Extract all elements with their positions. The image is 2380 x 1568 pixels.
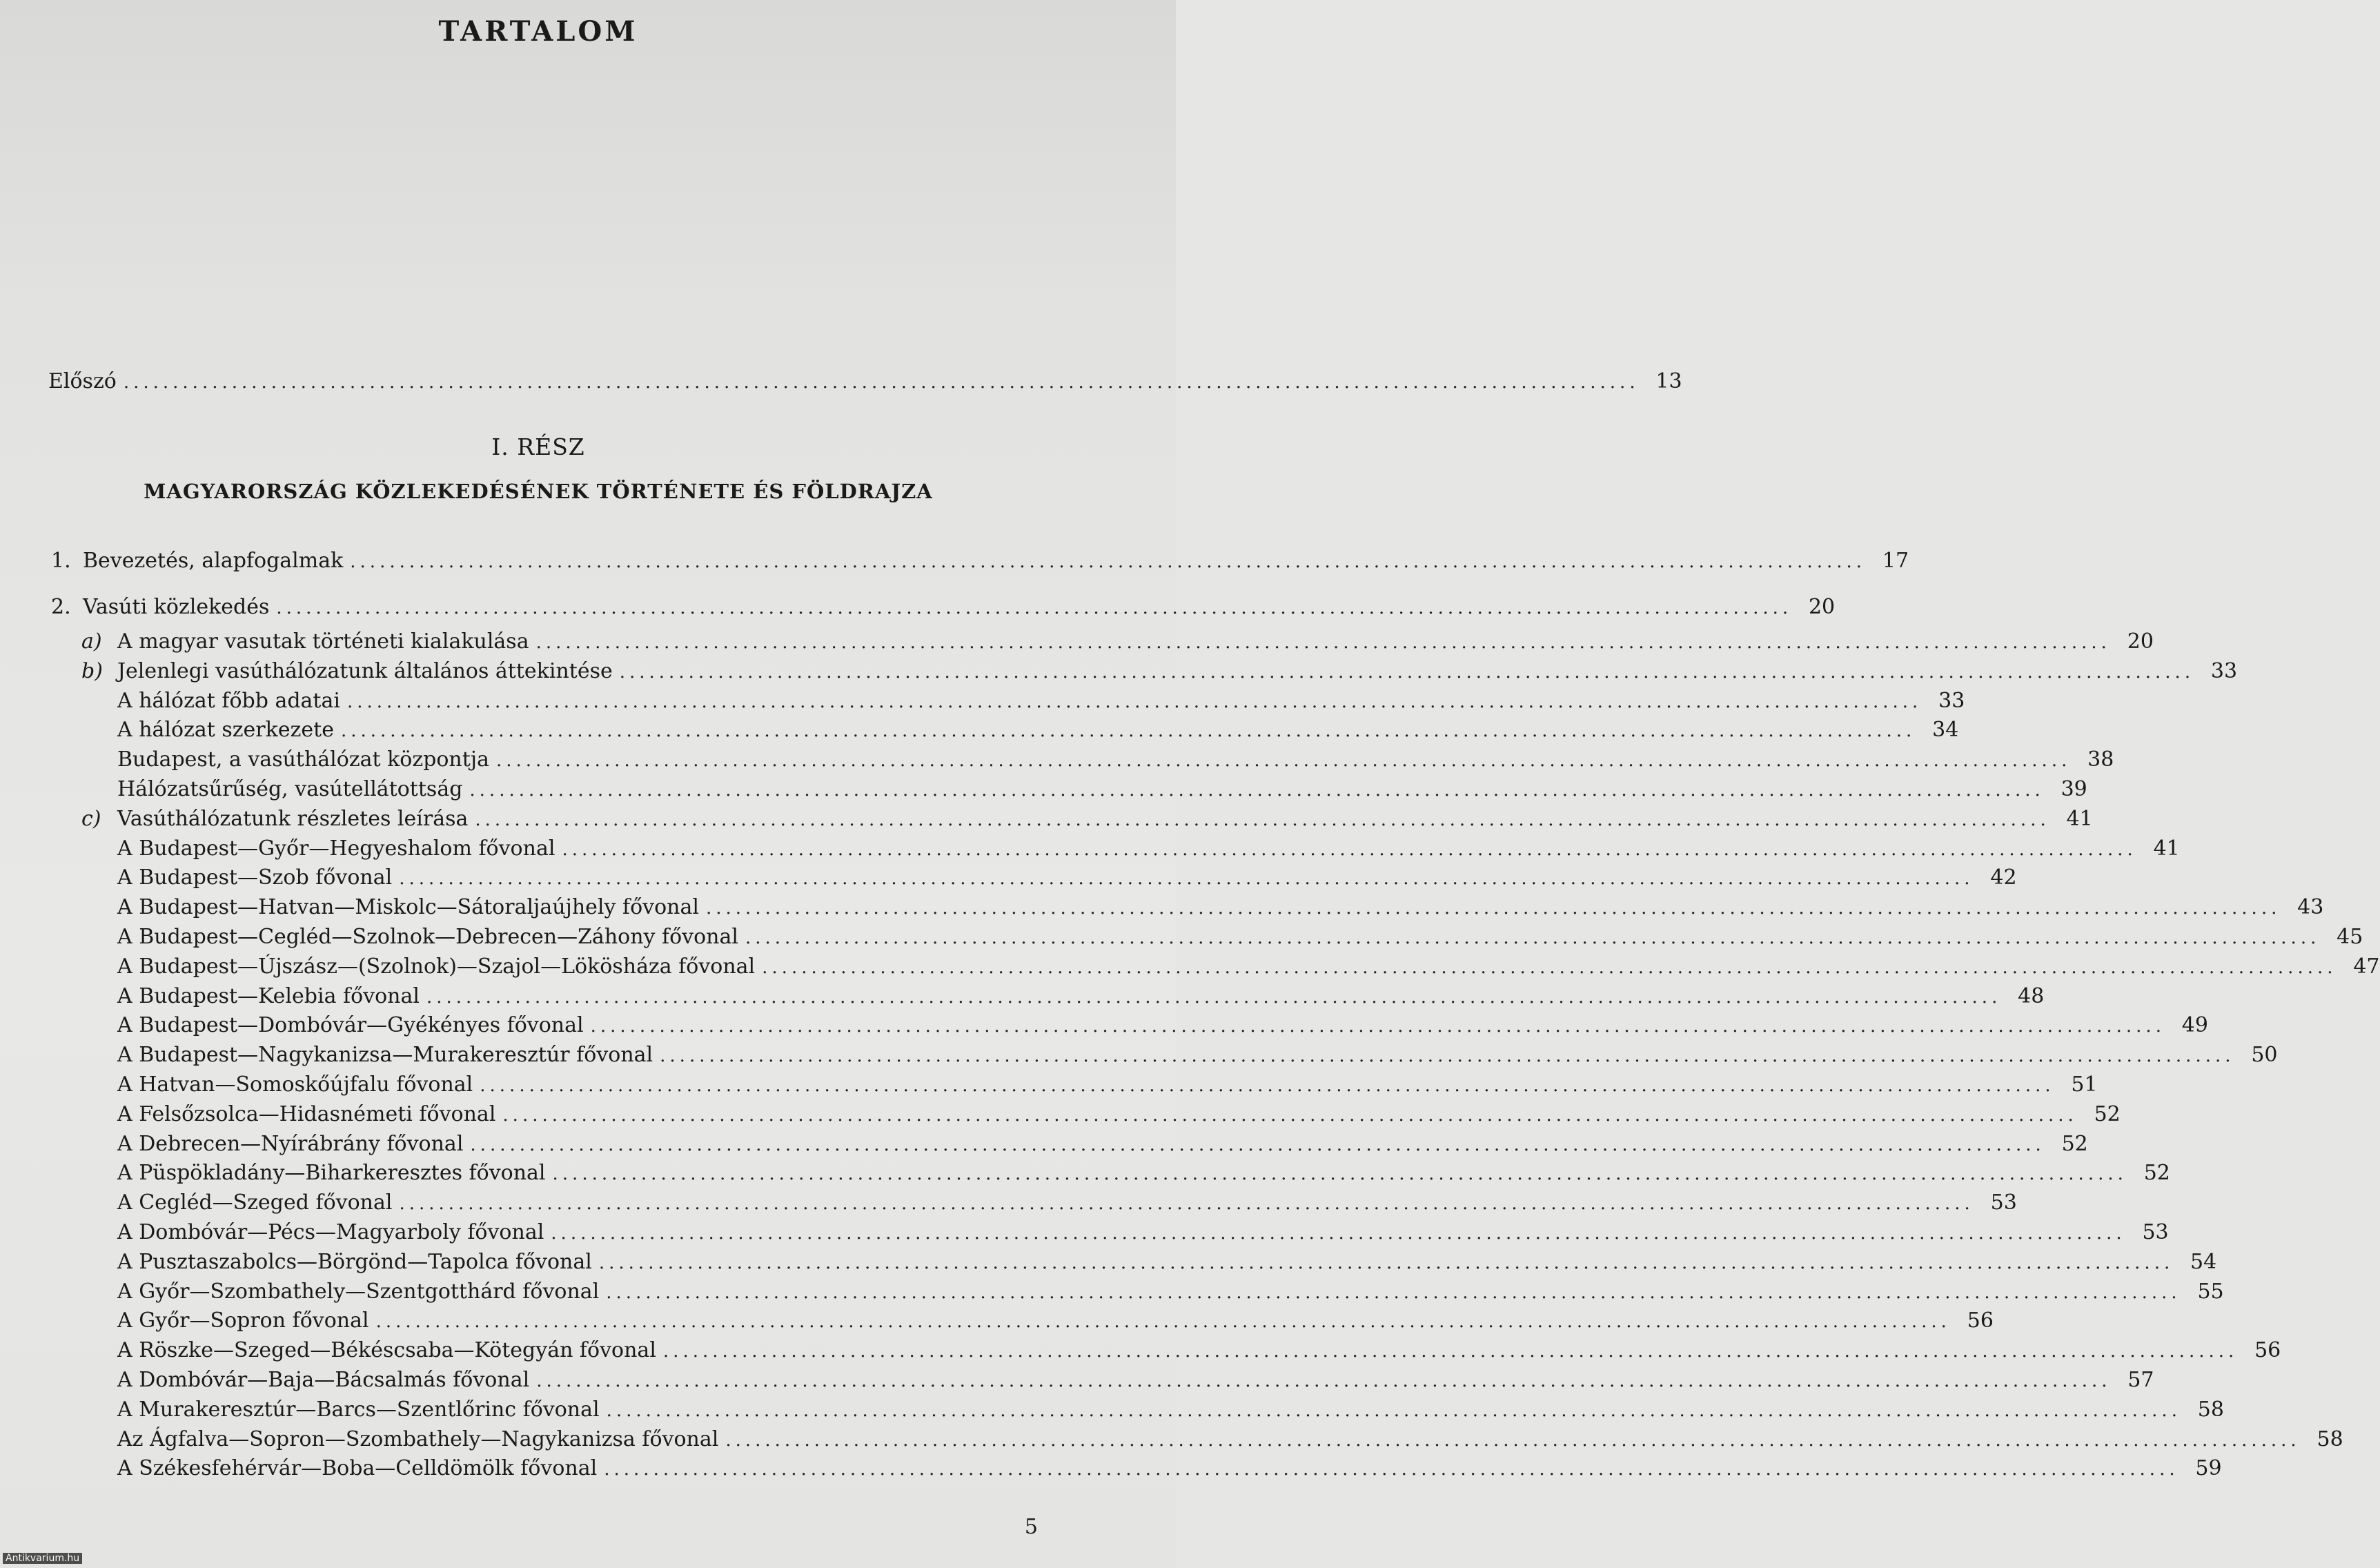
leader-dots: ................................................................................................................................................................ xyxy=(660,1046,2235,1067)
toc-entry-label: A Debrecen—Nyírábrány fővonal xyxy=(117,1131,464,1156)
toc-entry xyxy=(81,1190,2017,1215)
leader-dots: ................................................................................................................................................................ xyxy=(552,1164,2127,1185)
leader-dots: .......................................................................................................................................................... xyxy=(123,372,1640,393)
toc-entry xyxy=(81,1427,2343,1451)
toc-entry xyxy=(81,747,2114,772)
leader-dots: ................................................................................................................................................................ xyxy=(606,1282,2181,1303)
toc-entry-letter: c) xyxy=(81,806,101,831)
toc-entry xyxy=(81,1101,2121,1126)
toc-page-number: 49 xyxy=(2181,1013,2208,1038)
toc-entry xyxy=(81,806,2093,831)
toc-entry-label: A Dombóvár—Pécs—Magyarboly fővonal xyxy=(117,1220,544,1244)
toc-entry xyxy=(81,1397,2224,1422)
toc-page-number: 42 xyxy=(1990,865,2017,890)
toc-entry xyxy=(81,1456,2222,1481)
toc-entry-label: Előszó xyxy=(48,369,117,393)
chapter-number: 2. xyxy=(51,595,71,619)
toc-entry-label: A Székesfehérvár—Boba—Celldömölk fővonal xyxy=(117,1456,598,1481)
leader-dots: ................................................................................................................................................................ xyxy=(598,1252,2174,1273)
toc-entry xyxy=(81,718,1959,743)
leader-dots: ................................................................................................................................................................ xyxy=(590,1016,2165,1037)
toc-entry-label: A Cegléd—Szeged fővonal xyxy=(117,1190,393,1215)
toc-page-number: 34 xyxy=(1932,718,1959,743)
toc-entry xyxy=(81,1072,2098,1097)
toc-entry xyxy=(81,777,2087,801)
toc-entry-label: A Püspökladány—Biharkeresztes fővonal xyxy=(117,1161,546,1186)
toc-entry-label: Az Ágfalva—Sopron—Szombathely—Nagykanizsa fővonal xyxy=(117,1427,719,1451)
toc-entry-label: A Budapest—Győr—Hegyeshalom fővonal xyxy=(117,836,555,861)
toc-page-number: 52 xyxy=(2061,1131,2088,1156)
leader-dots: ................................................................................................................................................................ xyxy=(346,691,1922,712)
part-title: I. RÉSZ xyxy=(491,433,585,460)
leader-dots: ................................................................................................................................................................ xyxy=(496,750,2072,772)
toc-page-number: 41 xyxy=(2066,806,2093,831)
leader-dots: ................................................................................................................................................................ xyxy=(562,839,2137,860)
toc-entry-label: A Budapest—Újszász—(Szolnok)—Szajol—Lökösháza fővonal xyxy=(117,954,756,979)
toc-page-number: 52 xyxy=(2143,1161,2170,1186)
toc-entry-label: A Budapest—Cegléd—Szolnok—Debrecen—Záhony fővonal xyxy=(117,925,738,949)
toc-entry-label: A magyar vasutak történeti kialakulása xyxy=(117,629,529,654)
part-subtitle: MAGYARORSZÁG KÖZLEKEDÉSÉNEK TÖRTÉNETE ÉS FÖLDRAJZA xyxy=(144,480,933,503)
toc-entry xyxy=(81,836,2180,861)
toc-entry xyxy=(81,658,2238,683)
leader-dots: ................................................................................................................................................................ xyxy=(662,1341,2239,1362)
toc-entry xyxy=(81,688,1965,713)
watermark: Antikvarium.hu xyxy=(3,1553,82,1564)
toc-entry xyxy=(81,865,2017,890)
toc-page-number: 56 xyxy=(2254,1338,2281,1363)
toc-entry xyxy=(81,925,2363,949)
toc-entry-label: A hálózat szerkezete xyxy=(117,718,334,743)
toc-entry xyxy=(81,1249,2217,1274)
chapter-number: 1. xyxy=(51,549,71,573)
page-title: TARTALOM xyxy=(438,15,638,48)
toc-page-number: 58 xyxy=(2317,1427,2343,1451)
toc-page-number: 43 xyxy=(2297,895,2324,920)
leader-dots: .......................................................................................................................................................... xyxy=(350,551,1867,572)
toc-page-number: 41 xyxy=(2153,836,2180,861)
toc-page-number: 48 xyxy=(2018,983,2045,1008)
toc-entry-label: Hálózatsűrűség, vasútellátottság xyxy=(117,777,463,801)
toc-page-number: 53 xyxy=(1990,1190,2017,1215)
toc-page-number: 20 xyxy=(1808,595,1836,619)
toc-page-number: 39 xyxy=(2061,777,2087,801)
toc-entry-label: A Budapest—Kelebia fővonal xyxy=(117,983,420,1008)
leader-dots: ................................................................................................................................................................ xyxy=(399,868,1974,890)
toc-entry-label: A Budapest—Hatvan—Miskolc—Sátoraljaújhely fővonal xyxy=(117,895,699,920)
leader-dots: ................................................................................................................................................................ xyxy=(426,986,2002,1008)
toc-entry xyxy=(81,1131,2088,1156)
toc-chapter xyxy=(51,595,1836,619)
toc-entry-letter: a) xyxy=(81,629,102,654)
toc-chapter xyxy=(51,549,1909,573)
toc-page-number: 17 xyxy=(1882,549,1909,573)
leader-dots: ................................................................................................................................................................ xyxy=(745,928,2321,948)
leader-dots: ................................................................................................................................................................ xyxy=(475,809,2050,830)
toc-entry xyxy=(81,1013,2208,1038)
toc-entry-label: A Murakeresztúr—Barcs—Szentlőrinc fővonal xyxy=(117,1397,600,1422)
toc-entry-label: A Győr—Szombathely—Szentgotthárd fővonal xyxy=(117,1279,600,1304)
leader-dots: ................................................................................................................................................................ xyxy=(469,780,2045,801)
leader-dots: ................................................................................................................................................................ xyxy=(706,898,2281,919)
toc-page-number: 50 xyxy=(2251,1043,2278,1068)
toc-page-number: 54 xyxy=(2190,1249,2217,1274)
toc-page-number: 33 xyxy=(2210,658,2238,683)
toc-entry-label: A Budapest—Szob fővonal xyxy=(117,865,393,890)
toc-entry-label: Vasúti közlekedés xyxy=(83,595,270,619)
leader-dots: ................................................................................................................................................................ xyxy=(470,1134,2045,1155)
toc-entry-label: A Felsőzsolca—Hidasnémeti fővonal xyxy=(117,1101,496,1126)
toc-entry xyxy=(81,629,2154,654)
leader-dots: ................................................................................................................................................................ xyxy=(604,1459,2179,1480)
toc-page-number: 13 xyxy=(1655,369,1682,393)
leader-dots: ................................................................................................................................................................ xyxy=(502,1104,2078,1126)
toc-page-number: 58 xyxy=(2197,1397,2224,1422)
toc-entry-label: A Röszke—Szeged—Békéscsaba—Kötegyán fővonal xyxy=(117,1338,656,1363)
leader-dots: ................................................................................................................................................................ xyxy=(375,1311,1951,1333)
toc-page-number: 56 xyxy=(1967,1309,1994,1333)
leader-dots: ................................................................................................................................................................ xyxy=(535,632,2111,653)
toc-entry-label: Jelenlegi vasúthálózatunk általános áttekintése xyxy=(117,658,613,683)
toc-entry-letter: b) xyxy=(81,658,103,683)
leader-dots: ................................................................................................................................................................ xyxy=(762,957,2337,978)
leader-dots: ................................................................................................................................................................ xyxy=(725,1429,2301,1451)
toc-page-number: 51 xyxy=(2071,1072,2098,1097)
toc-entry xyxy=(81,1161,2170,1186)
toc-page-number: 38 xyxy=(2087,747,2114,772)
page-number: 5 xyxy=(1024,1515,1038,1539)
toc-entry-label: A Győr—Sopron fővonal xyxy=(117,1309,369,1333)
leader-dots: ................................................................................................................................................................ xyxy=(606,1400,2181,1421)
toc-entry-label: Bevezetés, alapfogalmak xyxy=(83,549,344,573)
toc-entry-foreword xyxy=(48,369,1682,393)
toc-entry-label: Budapest, a vasúthálózat központja xyxy=(117,747,489,772)
leader-dots: ................................................................................................................................................................ xyxy=(340,721,1916,742)
toc-entry-label: A hálózat főbb adatai xyxy=(117,688,340,713)
toc-page-number: 53 xyxy=(2142,1220,2169,1244)
toc-entry xyxy=(81,954,2380,979)
leader-dots: ................................................................................................................................................................ xyxy=(480,1075,2055,1096)
toc-page-number: 55 xyxy=(2197,1279,2224,1304)
toc-page-number: 47 xyxy=(2353,954,2380,979)
toc-entry xyxy=(81,1043,2278,1068)
toc-entry xyxy=(81,1368,2154,1392)
toc-entry xyxy=(81,1309,1994,1333)
toc-entry xyxy=(81,1220,2169,1244)
toc-page-number: 52 xyxy=(2094,1101,2121,1126)
toc-entry-label: A Budapest—Dombóvár—Gyékényes fővonal xyxy=(117,1013,584,1038)
toc-entry-label: A Dombóvár—Baja—Bácsalmás fővonal xyxy=(117,1368,530,1392)
toc-entry xyxy=(81,1338,2281,1363)
toc-entry xyxy=(81,895,2324,920)
toc-entry-label: A Hatvan—Somoskőújfalu fővonal xyxy=(117,1072,473,1097)
toc-page-number: 20 xyxy=(2127,629,2154,654)
toc-page-number: 45 xyxy=(2337,925,2363,949)
toc-entry xyxy=(81,983,2045,1008)
toc-entry xyxy=(81,1279,2224,1304)
toc-entry-label: A Budapest—Nagykanizsa—Murakeresztúr fővonal xyxy=(117,1043,653,1068)
toc-page-number: 57 xyxy=(2127,1368,2154,1392)
toc-entry-label: Vasúthálózatunk részletes leírása xyxy=(117,806,469,831)
leader-dots: ................................................................................................................................................................ xyxy=(551,1223,2126,1244)
leader-dots: ................................................................................................................................................................ xyxy=(619,661,2195,683)
toc-page-number: 59 xyxy=(2195,1456,2222,1481)
toc-entry-label: A Pusztaszabolcs—Börgönd—Tapolca fővonal xyxy=(117,1249,592,1274)
leader-dots: ................................................................................................................................................................ xyxy=(399,1193,1974,1215)
leader-dots: ................................................................................................................................................................ xyxy=(536,1371,2112,1391)
toc-page-number: 33 xyxy=(1938,688,1965,713)
leader-dots: .......................................................................................................................................................... xyxy=(276,598,1793,618)
